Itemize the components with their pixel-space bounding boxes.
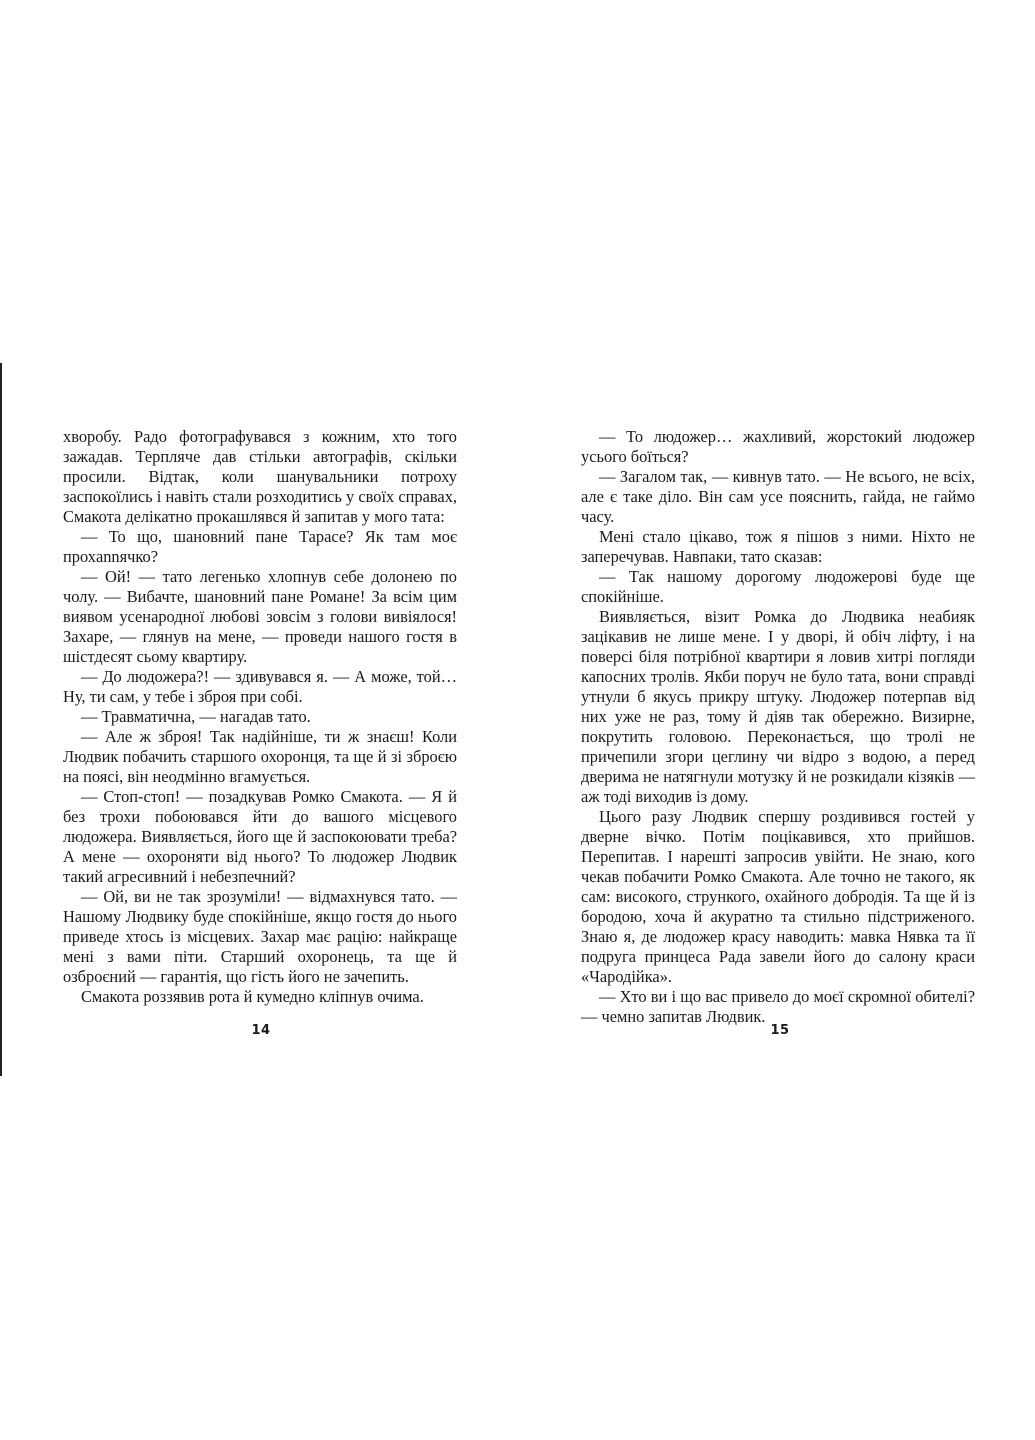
- right-page-text: [581, 427, 975, 1027]
- paragraph: Смакота роззявив рота й кумедно кліпнув очима.: [81, 987, 424, 1006]
- page-number-left: 14: [251, 1023, 271, 1038]
- paragraph: — Ой, ви не так зрозуміли! — відмахнувся тато. — Нашому Людвику буде спокійніше, якщо гостя до нього приведе хтось із місцевих. Захар має рацію: найкраще мені з вами піти. Старший охоронець, та ще й озброєний — гарантія, що гість його не зачепить.: [63, 887, 457, 986]
- paragraph: — Так нашому дорогому людожерові буде ще спокійніше.: [581, 567, 975, 606]
- paragraph: — До людожера?! — здивувався я. — А може, той… Ну, ти сам, у тебе і зброя при собі.: [63, 667, 457, 706]
- paragraph: — Хто ви і що вас привело до моєї скромної обителі? — чемно запитав Людвик.: [581, 987, 975, 1026]
- paragraph: — Ой! — тато легенько хлопнув себе долонею по чолу. — Вибачте, шановний пане Романе! За всім цим виявом усенародної любові зовсім з голови вивіялося! Захаре, — глянув на мене, — проведи нашого гостя в шістдесят сьому квартиру.: [63, 567, 457, 666]
- paragraph: — То що, шановний пане Тарасе? Як там моє прохannячко?: [63, 527, 457, 566]
- paragraph: хворобу. Радо фотографувався з кожним, хто того зажадав. Терпляче дав стільки автографів, скільки просили. Відтак, коли шанувальники потроху заспокоїлись і навіть стали розходитись у своїх справах, Смакота делікатно прокашлявся й запитав у мого тата:: [63, 427, 457, 526]
- page-number-right: 15: [770, 1023, 790, 1038]
- right-page: [581, 427, 975, 1027]
- binding-edge-line: [0, 363, 2, 1076]
- paragraph: — Стоп-стоп! — позадкував Ромко Смакота. — Я й без трохи побоювався йти до вашого місцевого людожера. Виявляється, його ще й заспокоювати треба? А мене — охороняти від нього? То людожер Людвик такий агресивний і небезпечний?: [63, 787, 457, 886]
- paragraph: — Травматична, — нагадав тато.: [81, 707, 311, 726]
- paragraph: — То людожер… жахливий, жорстокий людожер усього боїться?: [581, 427, 975, 466]
- paragraph: Цього разу Людвик спершу роздивився гостей у дверне вічко. Потім поцікавився, хто прийшов. Перепитав. І нарешті запросив увійти. Не знаю, кого чекав побачити Ромко Смакота. Але точно не такого, як сам: високого, стрункого, охайного добродія. Та ще й із бородою, хоча й акуратно та стильно підстриженого. Знаю я, де людожер красу наводить: мавка Нявка та її подруга принцеса Рада завели його до салону краси «Чародійка».: [581, 807, 975, 986]
- left-page-text: [63, 427, 457, 1007]
- paragraph: Виявляється, візит Ромка до Людвика неабияк зацікавив не лише мене. І у дворі, й обіч ліфту, і на поверсі біля потрібної квартири я ловив хитрі погляди капосних тролів. Якби поруч не було тата, вони справді утнули б якусь прикру штуку. Людожер потерпав від них уже не раз, тому й діяв так обережно. Визирне, покрутить головою. Переконається, що тролі не причепили згори цеглину чи відро з водою, а перед дверима не натягнули мотузку й не розкидали кізяків — аж тоді виходив із дому.: [581, 607, 975, 806]
- paragraph: — Загалом так, — кивнув тато. — Не всього, не всіх, але є таке діло. Він сам усе пояснить, гайда, не гаймо часу.: [581, 467, 975, 526]
- left-page: [63, 427, 457, 1007]
- paragraph: Мені стало цікаво, тож я пішов з ними. Ніхто не заперечував. Навпаки, тато сказав:: [581, 527, 975, 566]
- paragraph: — Але ж зброя! Так надійніше, ти ж знаєш! Коли Людвик побачить старшого охоронця, та ще й зі зброєю на поясі, він неодмінно вгамується.: [63, 727, 457, 786]
